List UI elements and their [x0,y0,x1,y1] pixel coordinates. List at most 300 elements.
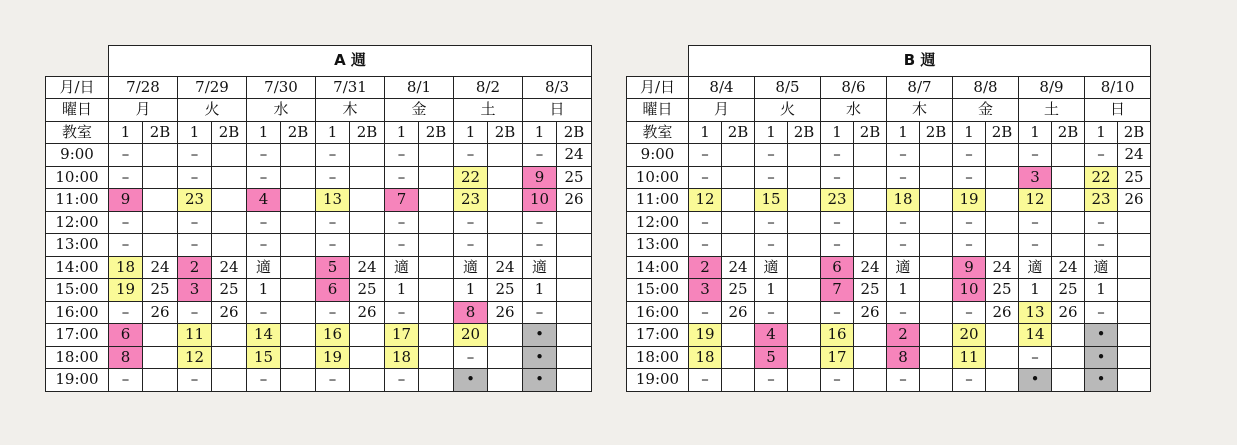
schedule-cell: – [316,144,350,167]
week-title: A 週 [109,46,592,77]
schedule-cell: – [1019,346,1052,369]
schedule-cell: 20 [454,324,488,347]
weekday-header: 日 [523,99,592,122]
schedule-cell [281,279,316,302]
schedule-cell [557,301,592,324]
schedule-cell: – [953,301,986,324]
time-row [46,346,592,369]
time-label: 14:00 [627,256,689,279]
schedule-cell: – [178,211,212,234]
schedule-cell [788,279,821,302]
schedule-cell [143,369,178,392]
schedule-cell: – [385,234,419,257]
schedule-cell [722,166,755,189]
schedule-cell [986,369,1019,392]
schedule-cell: • [523,369,557,392]
schedule-cell [920,256,953,279]
schedule-cell: 18 [887,189,920,212]
date-header: 8/9 [1019,76,1085,99]
schedule-cell: 適 [454,256,488,279]
schedule-cell: 16 [316,324,350,347]
schedule-cell: – [821,301,854,324]
room-header-2b: 2B [488,121,523,144]
schedule-cell: 5 [316,256,350,279]
week-a-body [46,46,592,392]
schedule-cell [143,234,178,257]
room-header-1: 1 [821,121,854,144]
schedule-cell [788,301,821,324]
schedule-cell: – [178,234,212,257]
schedule-cell [557,279,592,302]
room-header-1: 1 [887,121,920,144]
schedule-cell: • [523,324,557,347]
schedule-cell: 25 [143,279,178,302]
week-b-body [627,46,1151,392]
schedule-cell: 6 [109,324,143,347]
schedule-cell: 22 [454,166,488,189]
schedule-cell: 18 [385,346,419,369]
room-header-1: 1 [454,121,488,144]
schedule-cell [350,166,385,189]
time-row [627,324,1151,347]
date-header: 8/4 [689,76,755,99]
schedule-cell: 25 [1118,166,1151,189]
schedule-cell: 26 [212,301,247,324]
date-header: 8/10 [1085,76,1151,99]
schedule-cell: 適 [247,256,281,279]
schedule-cell: 14 [247,324,281,347]
time-row [46,144,592,167]
date-header: 8/2 [454,76,523,99]
schedule-cell: 19 [953,189,986,212]
schedule-cell [281,234,316,257]
schedule-cell: – [755,369,788,392]
room-header-1: 1 [1019,121,1052,144]
schedule-cell [788,166,821,189]
room-row-label: 教室 [627,121,689,144]
schedule-cell [788,256,821,279]
schedule-cell: 3 [689,279,722,302]
time-label: 10:00 [627,166,689,189]
date-row-label: 月/日 [627,76,689,99]
schedule-cell: – [887,369,920,392]
time-label: 19:00 [46,369,109,392]
schedule-cell: – [316,234,350,257]
schedule-cell: – [821,211,854,234]
schedule-cell [419,301,454,324]
schedule-cell [920,211,953,234]
date-header: 8/5 [755,76,821,99]
schedule-cell [488,346,523,369]
time-row [627,346,1151,369]
schedule-cell: 25 [350,279,385,302]
schedule-cell: – [887,166,920,189]
time-row [627,234,1151,257]
room-header-2b: 2B [281,121,316,144]
schedule-cell: 2 [178,256,212,279]
schedule-cell [1118,256,1151,279]
schedule-cell: – [689,211,722,234]
date-header: 7/30 [247,76,316,99]
time-label: 16:00 [627,301,689,324]
schedule-cell [143,346,178,369]
weekday-row [627,99,1151,122]
time-label: 9:00 [627,144,689,167]
schedule-cell: 13 [316,189,350,212]
schedule-cell [557,256,592,279]
schedule-cell [788,189,821,212]
schedule-cell: – [1085,144,1118,167]
schedule-cell [788,234,821,257]
schedule-cell: – [887,301,920,324]
time-row [46,256,592,279]
room-header-1: 1 [755,121,788,144]
schedule-cell: 10 [953,279,986,302]
time-label: 18:00 [627,346,689,369]
schedule-cell [350,324,385,347]
schedule-cell: – [821,166,854,189]
schedule-cell [1052,166,1085,189]
schedule-cell [212,144,247,167]
time-label: 12:00 [46,211,109,234]
room-header-2b: 2B [854,121,887,144]
time-label: 15:00 [627,279,689,302]
time-row [627,301,1151,324]
week-a-table [45,45,592,392]
schedule-cell [986,189,1019,212]
schedule-cell: – [316,301,350,324]
schedule-cell: – [523,301,557,324]
schedule-cell [281,346,316,369]
schedule-cell: 適 [1085,256,1118,279]
schedule-cell: – [953,369,986,392]
schedule-cell: 23 [454,189,488,212]
schedule-cell [986,144,1019,167]
schedule-cell [419,189,454,212]
schedule-cell: 12 [178,346,212,369]
schedule-cell [557,211,592,234]
schedule-cell: 25 [557,166,592,189]
schedule-cell [722,324,755,347]
schedule-cell: – [689,234,722,257]
room-header-2b: 2B [350,121,385,144]
schedule-cell: 2 [689,256,722,279]
schedule-cell [854,369,887,392]
date-header: 7/31 [316,76,385,99]
schedule-cell: 1 [1085,279,1118,302]
schedule-cell [854,234,887,257]
schedule-cell [722,144,755,167]
schedule-cell [488,166,523,189]
time-label: 12:00 [627,211,689,234]
schedule-cell: – [385,369,419,392]
schedule-cell [350,346,385,369]
schedule-cell: • [1085,346,1118,369]
schedule-cell: 3 [1019,166,1052,189]
time-row [627,144,1151,167]
room-header-1: 1 [953,121,986,144]
schedule-cell: 24 [350,256,385,279]
schedule-cell: 24 [986,256,1019,279]
schedule-cell [788,369,821,392]
schedule-cell: – [1019,234,1052,257]
time-label: 18:00 [46,346,109,369]
schedule-cell [212,369,247,392]
schedule-cell: – [821,234,854,257]
schedule-cell: – [385,166,419,189]
schedule-cell [488,211,523,234]
schedule-cell [788,346,821,369]
schedule-cell [350,144,385,167]
time-label: 10:00 [46,166,109,189]
room-header-1: 1 [1085,121,1118,144]
schedule-cell [212,346,247,369]
schedule-cell [212,189,247,212]
schedule-cell [281,211,316,234]
schedule-cell: 18 [109,256,143,279]
schedule-cell [557,324,592,347]
schedule-cell: – [1019,144,1052,167]
time-row [46,324,592,347]
room-header-1: 1 [178,121,212,144]
schedule-cell: 9 [953,256,986,279]
schedule-cell [854,166,887,189]
schedule-cell [788,211,821,234]
schedule-cell: – [953,166,986,189]
schedule-cell [722,234,755,257]
schedule-cell [281,256,316,279]
schedule-cell: – [247,369,281,392]
schedule-cell: • [1085,324,1118,347]
time-row [627,166,1151,189]
schedule-cell: – [109,166,143,189]
time-row [627,211,1151,234]
schedule-cell: – [178,144,212,167]
time-label: 16:00 [46,301,109,324]
schedule-cell [557,234,592,257]
schedule-cell [1052,346,1085,369]
schedule-cell: – [247,211,281,234]
schedule-cell [986,346,1019,369]
schedule-cell [1118,211,1151,234]
room-header-1: 1 [385,121,419,144]
schedule-cell: 7 [821,279,854,302]
schedule-cell: 23 [821,189,854,212]
schedule-cell [143,189,178,212]
room-header-2b: 2B [920,121,953,144]
schedule-cell [722,346,755,369]
schedule-cell: 22 [1085,166,1118,189]
schedule-cell [854,324,887,347]
weekday-header: 火 [755,99,821,122]
schedule-cell [986,166,1019,189]
schedule-cell: 24 [557,144,592,167]
schedule-cell: 11 [953,346,986,369]
time-label: 15:00 [46,279,109,302]
weekday-header: 日 [1085,99,1151,122]
schedule-cell [722,369,755,392]
date-header: 8/6 [821,76,887,99]
date-header: 8/7 [887,76,953,99]
time-label: 11:00 [46,189,109,212]
schedule-cell: 24 [854,256,887,279]
schedule-cell: 26 [350,301,385,324]
schedule-cell [212,166,247,189]
schedule-cell: – [755,144,788,167]
date-row-label: 月/日 [46,76,109,99]
schedule-cell [920,234,953,257]
time-row [46,189,592,212]
schedule-cell: – [953,234,986,257]
schedule-cell: 10 [523,189,557,212]
schedule-cell: – [316,369,350,392]
week-title-row [46,46,592,77]
schedule-cell [788,324,821,347]
room-header-2b: 2B [788,121,821,144]
schedule-cell: 19 [689,324,722,347]
schedule-cell [143,324,178,347]
schedule-cell: 23 [178,189,212,212]
schedule-cell: 26 [722,301,755,324]
schedule-cell: • [1019,369,1052,392]
room-header-2b: 2B [1118,121,1151,144]
schedule-cell: 26 [1052,301,1085,324]
schedule-cell: – [1085,301,1118,324]
schedule-cell: – [1085,211,1118,234]
date-header: 8/3 [523,76,592,99]
schedule-cell: • [523,346,557,369]
schedule-cell [1118,234,1151,257]
schedule-cell: 26 [143,301,178,324]
schedule-cell [722,189,755,212]
schedule-cell [419,256,454,279]
schedule-cell: – [689,166,722,189]
time-label: 14:00 [46,256,109,279]
schedule-cell [1052,189,1085,212]
schedule-cell: 24 [488,256,523,279]
schedule-cell [854,189,887,212]
schedule-cell: • [1085,369,1118,392]
schedule-cell [920,189,953,212]
schedule-cell: – [385,144,419,167]
schedule-cell: 1 [887,279,920,302]
schedule-cell [920,346,953,369]
schedule-cell: – [689,369,722,392]
schedule-cell: – [1085,234,1118,257]
schedule-cell [143,144,178,167]
schedule-cell: 25 [212,279,247,302]
date-header: 7/29 [178,76,247,99]
schedule-cell: – [109,211,143,234]
schedule-cell: 8 [109,346,143,369]
schedule-cell: 26 [986,301,1019,324]
room-header-1: 1 [109,121,143,144]
schedule-cell [143,166,178,189]
schedule-cell: – [247,301,281,324]
week-title-row [627,46,1151,77]
schedule-cell [920,324,953,347]
time-label: 11:00 [627,189,689,212]
schedule-cell [419,324,454,347]
schedule-cell: 19 [109,279,143,302]
room-header-2b: 2B [986,121,1019,144]
schedule-cell: 適 [755,256,788,279]
schedule-cell: – [523,144,557,167]
schedule-cell: – [755,166,788,189]
schedule-cell: 15 [247,346,281,369]
schedule-cell: 6 [821,256,854,279]
schedule-cell: 25 [488,279,523,302]
schedule-cell: 1 [454,279,488,302]
schedule-cell: – [755,301,788,324]
schedule-cell: – [454,234,488,257]
schedule-cell [920,144,953,167]
schedule-cell [1118,369,1151,392]
schedule-cell: 15 [755,189,788,212]
schedule-cell: 24 [1118,144,1151,167]
schedule-cell: 24 [722,256,755,279]
schedule-cell: – [316,166,350,189]
schedule-cell: – [178,301,212,324]
schedule-cell: – [887,211,920,234]
weekday-header: 木 [887,99,953,122]
schedule-cell: – [689,301,722,324]
schedule-cell [350,189,385,212]
schedule-cell: – [821,144,854,167]
room-header-2b: 2B [1052,121,1085,144]
schedule-cell [920,279,953,302]
date-row [46,76,592,99]
schedule-cell: – [755,211,788,234]
schedule-cell: 24 [1052,256,1085,279]
time-row [627,189,1151,212]
schedule-cell: 11 [178,324,212,347]
weekday-row-label: 曜日 [627,99,689,122]
schedule-cell: 19 [316,346,350,369]
schedule-cell [1118,301,1151,324]
room-header-2b: 2B [722,121,755,144]
schedule-cell: 20 [953,324,986,347]
room-header-2b: 2B [143,121,178,144]
schedule-cell: 1 [385,279,419,302]
schedule-cell: 1 [1019,279,1052,302]
schedule-cell: – [689,144,722,167]
schedule-cell [419,211,454,234]
schedule-cell [488,144,523,167]
schedule-cell: 26 [854,301,887,324]
schedule-cell [419,369,454,392]
schedule-cell: – [523,234,557,257]
schedule-cell: 12 [689,189,722,212]
time-row [46,279,592,302]
room-header-2b: 2B [557,121,592,144]
schedule-cell: – [109,234,143,257]
schedule-cell: 12 [1019,189,1052,212]
schedule-cell: – [523,211,557,234]
schedule-cell [1052,324,1085,347]
weekday-header: 金 [953,99,1019,122]
schedule-cell [488,369,523,392]
schedule-cell [281,189,316,212]
schedule-cell: 25 [722,279,755,302]
schedule-cell: – [454,211,488,234]
schedule-cell [488,324,523,347]
date-header: 8/1 [385,76,454,99]
schedule-cell [1118,279,1151,302]
weekday-header: 水 [821,99,887,122]
schedule-cell: – [109,369,143,392]
schedule-cell: 6 [316,279,350,302]
